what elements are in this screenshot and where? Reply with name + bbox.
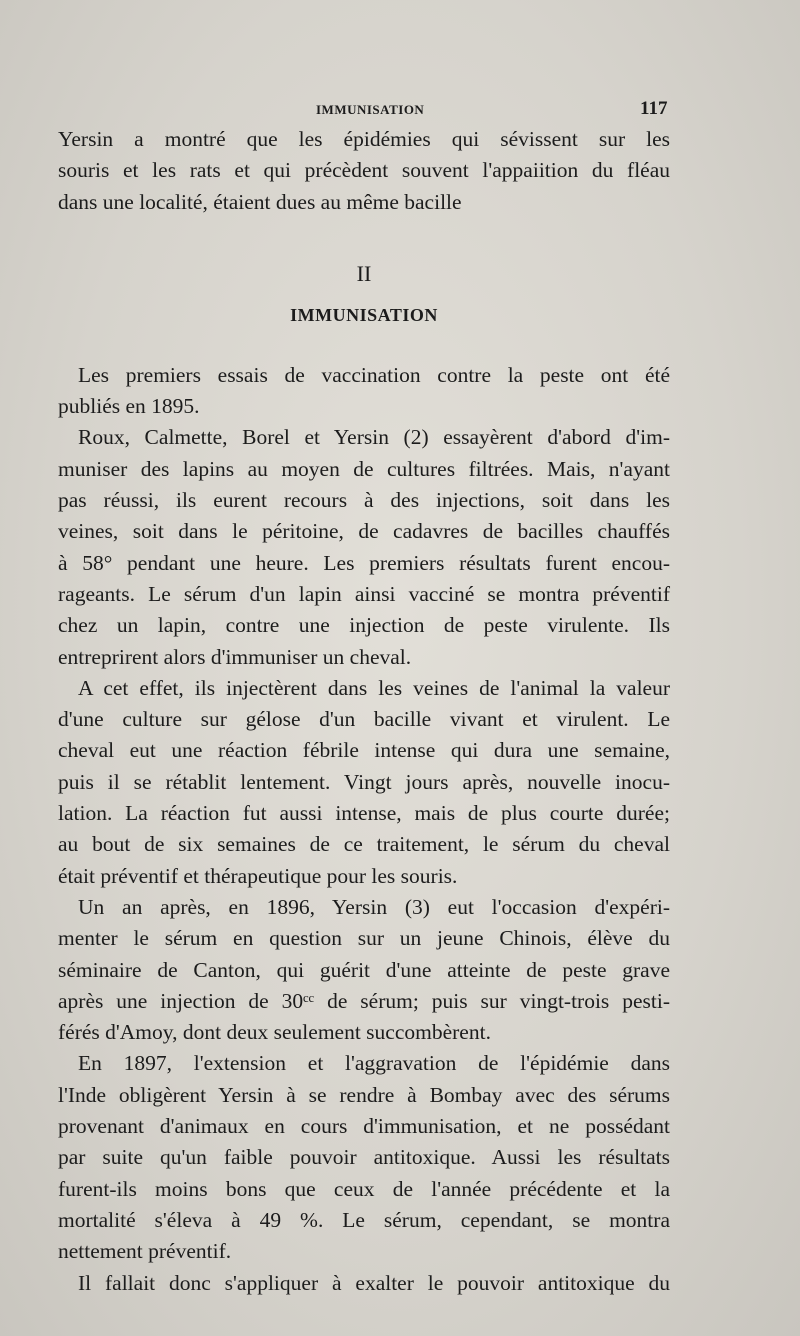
text-line: après une injection de 30ᶜᶜ de sérum; puis sur vingt-trois pesti- — [58, 988, 670, 1013]
text-line: menter le sérum en question sur un jeune Chinois, élève du — [58, 926, 670, 951]
text-line: provenant d'animaux en cours d'immunisation, et ne possédant — [58, 1114, 670, 1139]
text-line: entreprirent alors d'immuniser un cheval. — [58, 644, 412, 669]
section-title: IMMUNISATION — [290, 304, 438, 325]
text-line: par suite qu'un faible pouvoir antitoxique. Aussi les résultats — [58, 1145, 670, 1170]
text-line: nettement préventif. — [58, 1239, 232, 1264]
text-line: Roux, Calmette, Borel et Yersin (2) essayèrent d'abord d'im- — [78, 425, 670, 450]
text-line: d'une culture sur gélose d'un bacille vivant et virulent. Le — [58, 707, 670, 732]
text-line: veines, soit dans le péritoine, de cadavres de bacilles chauffés — [58, 519, 670, 544]
text-line: Il fallait donc s'appliquer à exalter le pouvoir antitoxique du — [78, 1270, 670, 1295]
text-line: pas réussi, ils eurent recours à des injections, soit dans les — [58, 488, 670, 513]
text-line: furent-ils moins bons que ceux de l'année précédente et la — [58, 1176, 670, 1201]
paragraph — [58, 892, 670, 1048]
running-title: IMMUNISATION — [316, 102, 425, 117]
paragraph — [58, 1268, 670, 1299]
text-line: En 1897, l'extension et l'aggravation de l'épidémie dans — [78, 1051, 670, 1076]
text-line: Les premiers essais de vaccination contre la peste ont été — [78, 362, 670, 387]
text-line: dans une localité, étaient dues au même bacille — [58, 189, 462, 214]
text-line: A cet effet, ils injectèrent dans les veines de l'animal la valeur — [78, 675, 670, 700]
paragraph — [58, 673, 670, 892]
text-line: Un an après, en 1896, Yersin (3) eut l'occasion d'expéri- — [78, 894, 670, 919]
section-number: II — [356, 260, 372, 286]
text-line: rageants. Le sérum d'un lapin ainsi vacciné se montra préventif — [58, 581, 670, 606]
paragraph — [58, 360, 670, 423]
text-line: mortalité s'éleva à 49 %. Le sérum, cependant, se montra — [58, 1207, 670, 1232]
paragraph — [58, 422, 670, 672]
text-line: puis il se rétablit lentement. Vingt jours après, nouvelle inocu- — [58, 769, 670, 794]
intro-paragraph — [58, 124, 670, 218]
text-line: chez un lapin, contre une injection de peste virulente. Ils — [58, 613, 670, 638]
text-line: muniser des lapins au moyen de cultures filtrées. Mais, n'ayant — [58, 456, 670, 481]
text-line: cheval eut une réaction fébrile intense qui dura une semaine, — [58, 738, 670, 763]
text-line: Yersin a montré que les épidémies qui sévissent sur les — [58, 127, 670, 151]
text-line: lation. La réaction fut aussi intense, mais de plus courte durée; — [58, 801, 670, 826]
running-head — [0, 98, 800, 120]
text-line: l'Inde obligèrent Yersin à se rendre à Bombay avec des sérums — [58, 1082, 670, 1107]
text-line: au bout de six semaines de ce traitement, le sérum du cheval — [58, 832, 670, 857]
text-line: souris et les rats et qui précèdent souvent l'appaiition du fléau — [58, 158, 670, 183]
paragraph — [58, 1048, 670, 1267]
text-line: publiés en 1895. — [58, 394, 200, 419]
text-line: férés d'Amoy, dont deux seulement succombèrent. — [58, 1020, 491, 1045]
text-line: était préventif et thérapeutique pour les souris. — [58, 863, 458, 888]
text-line: séminaire de Canton, qui guérit d'une atteinte de peste grave — [58, 957, 670, 982]
text-line: à 58° pendant une heure. Les premiers résultats furent encou- — [58, 550, 670, 575]
page-number: 117 — [640, 98, 668, 119]
body-text — [58, 124, 670, 1299]
